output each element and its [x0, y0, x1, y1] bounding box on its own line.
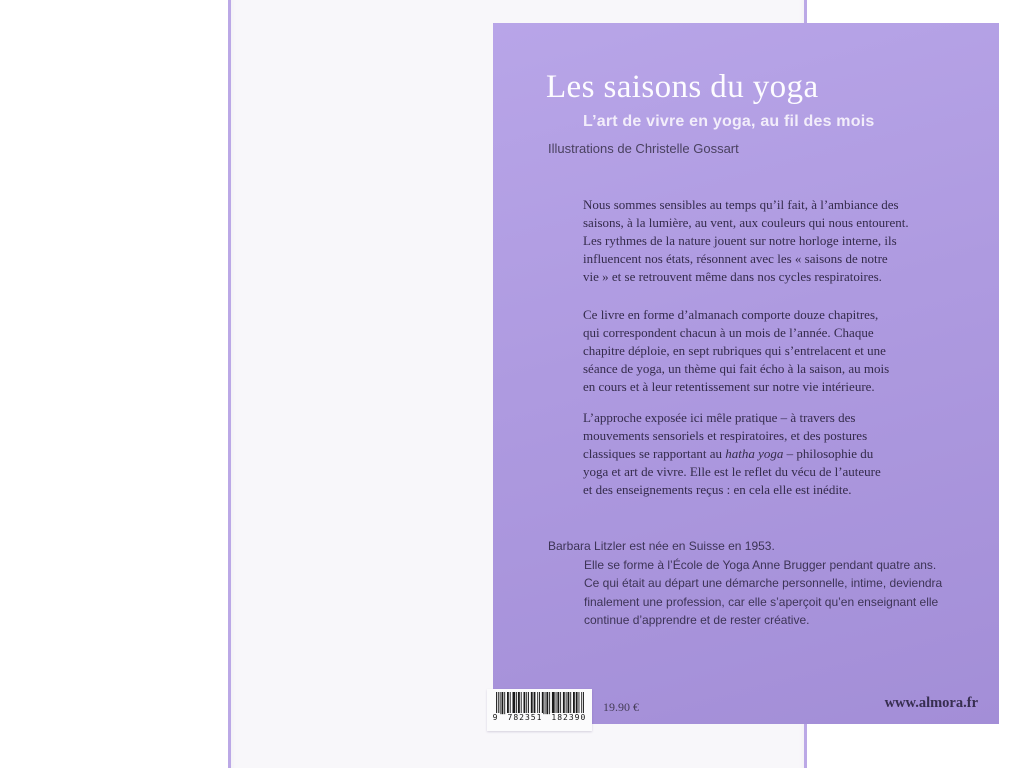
barcode	[487, 689, 592, 731]
synopsis-line: vie » et se retrouvent même dans nos cycles respiratoires.	[583, 269, 882, 284]
book-back-cover	[228, 0, 978, 768]
synopsis-line: qui correspondent chacun à un mois de l’année. Chaque	[583, 325, 874, 340]
synopsis-line: chapitre déploie, en sept rubriques qui s’entrelacent et une	[583, 343, 886, 358]
synopsis-line: séance de yoga, un thème qui fait écho à la saison, au mois	[583, 361, 890, 376]
synopsis-paragraph-1	[583, 196, 909, 286]
synopsis-line: en cours et à leur retentissement sur notre vie intérieure.	[583, 379, 875, 394]
book-subtitle: L’art de vivre en yoga, au fil des mois	[583, 113, 875, 130]
bio-line: Barbara Litzler est née en Suisse en 1953.	[548, 539, 775, 553]
barcode-digit-first: 9	[492, 713, 499, 722]
bio-line: Ce qui était au départ une démarche personnelle, intime, deviendra	[584, 576, 943, 590]
synopsis-line: L’approche exposée ici mêle pratique – à travers des	[583, 410, 856, 425]
synopsis-line: influencent nos états, résonnent avec les « saisons de notre	[583, 251, 888, 266]
synopsis-line: Nous sommes sensibles au temps qu’il fait, à l’ambiance des	[583, 197, 899, 212]
synopsis-line-segment: – philosophie du	[783, 446, 874, 461]
synopsis-line: mouvements sensoriels et respiratoires, et des postures	[583, 428, 868, 443]
hatha-yoga-italic: hatha yoga	[725, 446, 784, 461]
synopsis-line: et des enseignements reçus : en cela elle est inédite.	[583, 482, 852, 497]
synopsis-line	[583, 445, 909, 463]
price-label: 19.90 €	[603, 700, 639, 714]
synopsis-paragraph-2	[583, 306, 909, 396]
barcode-group-2: 182390	[551, 713, 587, 722]
barcode-number	[492, 713, 588, 722]
cover-purple-panel	[493, 23, 999, 724]
synopsis-line: saisons, à la lumière, au vent, aux couleurs qui nous entourent.	[583, 215, 909, 230]
synopsis-line: Les rythmes de la nature jouent sur notre horloge interne, ils	[583, 233, 897, 248]
synopsis-line: Ce livre en forme d’almanach comporte douze chapitres,	[583, 307, 879, 322]
synopsis-text	[583, 196, 909, 499]
synopsis-paragraph-3	[583, 409, 909, 499]
bio-line: finalement une profession, car elle s’aperçoit qu’en enseignant elle	[584, 594, 939, 609]
author-bio	[548, 537, 942, 630]
bio-line: continue d’apprendre et de rester créative.	[584, 613, 810, 627]
bio-line: Elle se forme à l’École de Yoga Anne Brugger pendant quatre ans.	[584, 557, 937, 572]
illustrations-credit: Illustrations de Christelle Gossart	[548, 141, 739, 156]
barcode-group-1: 782351	[507, 713, 543, 722]
synopsis-line: yoga et art de vivre. Elle est le reflet du vécu de l’auteure	[583, 464, 881, 479]
book-title: Les saisons du yoga	[546, 69, 819, 105]
synopsis-line-segment: classiques se rapportant au	[583, 446, 726, 461]
publisher-website: www.almora.fr	[884, 695, 978, 711]
